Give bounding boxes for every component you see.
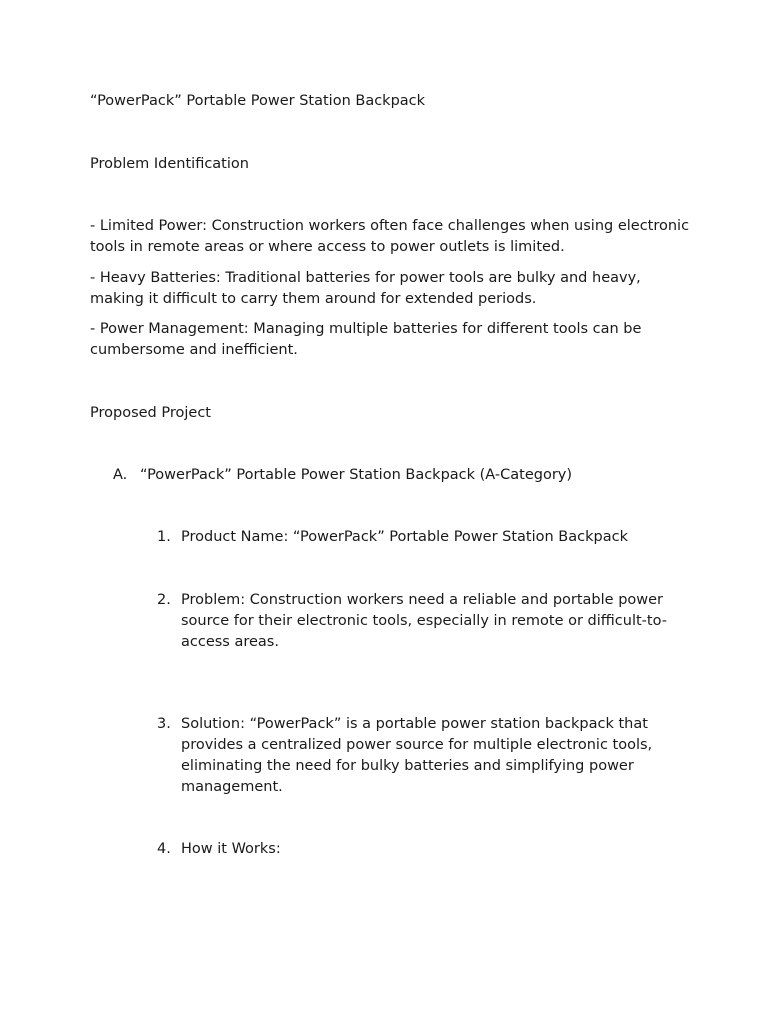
- proposed-project-heading: Proposed Project: [90, 405, 211, 421]
- problem-item-power-management: - Power Management: Managing multiple batteries for different tools can be cumbersome and inefficient.: [90, 321, 642, 358]
- list-item-number: 1.: [157, 529, 171, 545]
- list-item-number: 3.: [157, 716, 171, 732]
- list-item-text: How it Works:: [181, 841, 281, 857]
- list-item-text: Solution: “PowerPack” is a portable power station backpack that provides a centralized power source for multiple electronic tools, eliminating the need for bulky batteries and simplifying power management.: [181, 716, 653, 795]
- list-item-text: Problem: Construction workers need a reliable and portable power source for their electronic tools, especially in remote or difficult-to-access areas.: [181, 592, 667, 650]
- section-a-title: “PowerPack” Portable Power Station Backpack (A-Category): [140, 467, 573, 483]
- section-a-marker: A.: [113, 467, 128, 483]
- problem-item-limited-power: - Limited Power: Construction workers often face challenges when using electronic tools in remote areas or where access to power outlets is limited.: [90, 218, 690, 255]
- list-item-text: Product Name: “PowerPack” Portable Power Station Backpack: [181, 529, 628, 545]
- list-item-number: 2.: [157, 592, 171, 608]
- problem-item-heavy-batteries: - Heavy Batteries: Traditional batteries for power tools are bulky and heavy, making it difficult to carry them around for extended periods.: [90, 270, 641, 307]
- problem-identification-heading: Problem Identification: [90, 156, 249, 172]
- document-title: “PowerPack” Portable Power Station Backpack: [90, 93, 426, 109]
- list-item-number: 4.: [157, 841, 171, 857]
